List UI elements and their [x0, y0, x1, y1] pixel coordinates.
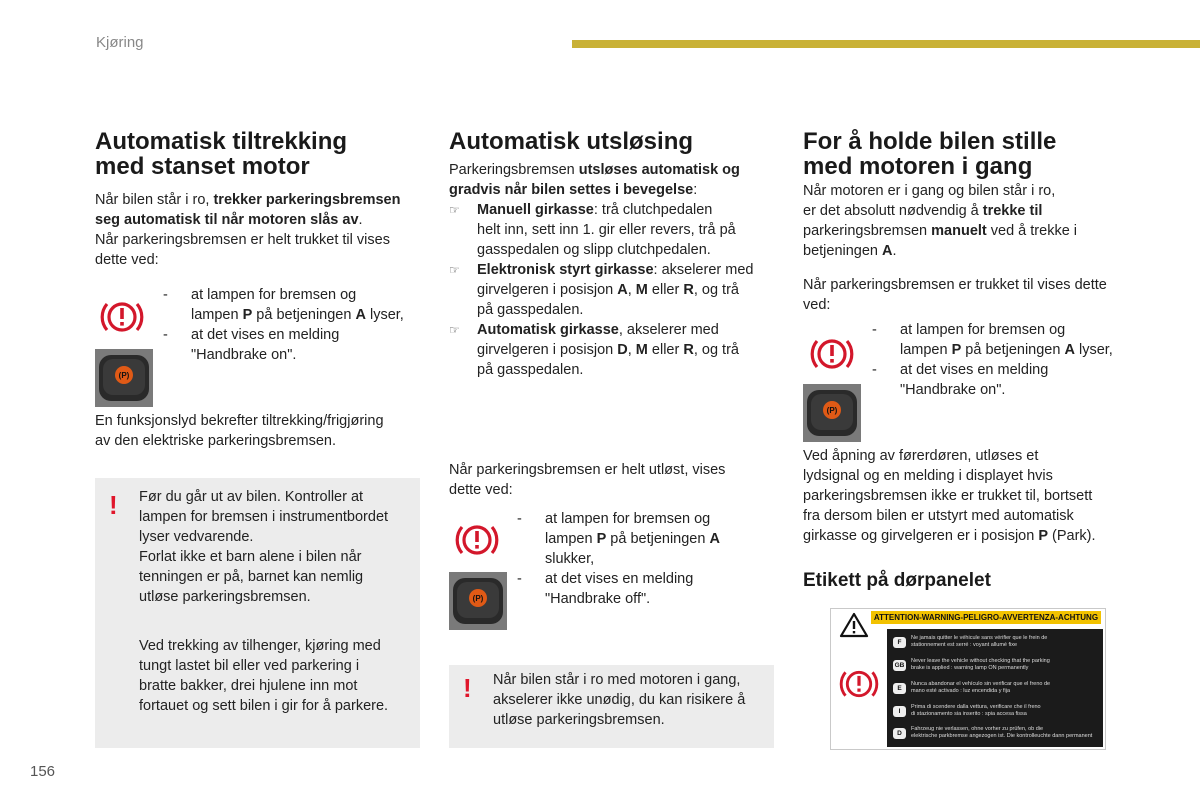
text: D	[617, 342, 628, 358]
svg-text:(P): (P)	[826, 406, 838, 415]
language-flag: E	[893, 683, 906, 694]
exclamation-icon: !	[463, 673, 472, 703]
dash: -	[872, 322, 877, 338]
text: tungt lastet bil eller ved parkering i	[139, 658, 360, 674]
text: helt inn, sett inn 1. gir eller revers, trå på	[477, 222, 736, 238]
language-flag: I	[893, 706, 906, 717]
dash: -	[872, 362, 877, 378]
text: .	[892, 243, 897, 259]
text: gasspedalen og slipp clutchpedalen.	[477, 242, 711, 258]
text: A	[1064, 342, 1075, 358]
title-line: med stanset motor	[95, 153, 310, 180]
text: girvelgeren i posisjon	[477, 342, 618, 358]
brake-warning-lamp-icon	[453, 520, 501, 560]
list-item	[449, 200, 784, 260]
text: Når parkeringsbremsen er helt utløst, vises	[449, 462, 726, 478]
text: Når parkeringsbremsen er trukket til vises dette	[803, 277, 1107, 293]
svg-text:(P): (P)	[472, 594, 484, 603]
text: at lampen for bremsen og	[191, 287, 357, 303]
text: , og trå	[693, 282, 739, 298]
text: at det vises en melding	[900, 362, 1049, 378]
list-item	[517, 569, 777, 609]
text: Parkeringsbremsen	[449, 162, 579, 178]
text: Når bilen står i ro,	[95, 192, 214, 208]
warning-note	[449, 665, 774, 748]
text: lyser,	[365, 307, 404, 323]
text: Når motoren er i gang og bilen står i ro,	[803, 183, 1056, 199]
text: Ne jamais quitter le véhicule sans vérifier que le frein de	[911, 635, 1048, 641]
text: utløse parkeringsbremsen.	[493, 712, 665, 728]
pointer-icon: ☞	[449, 203, 460, 217]
list-item	[872, 320, 1172, 360]
exclamation-icon: !	[109, 490, 118, 520]
text: at det vises en melding	[545, 571, 694, 587]
text: parkeringsbremsen ikke er trukket til, bortsett	[803, 488, 1093, 504]
dash: -	[517, 571, 522, 587]
text: eller	[647, 342, 684, 358]
text: på gasspedalen.	[477, 302, 584, 318]
text: , akselerer med	[618, 322, 719, 338]
text: Elektronisk styrt girkasse	[477, 262, 654, 278]
text: R	[683, 282, 694, 298]
list-item	[163, 325, 428, 365]
text: Når parkeringsbremsen er helt trukket til vises	[95, 232, 390, 248]
text: En funksjonslyd bekrefter tiltrekking/frigjøring	[95, 413, 384, 429]
list-item	[449, 260, 784, 320]
text: lyser,	[1074, 342, 1113, 358]
column-1-intro	[95, 190, 425, 270]
text: akselerer ikke unødig, du kan risikere å	[493, 692, 746, 708]
column-1-bullets	[163, 285, 428, 365]
list-item	[517, 509, 777, 569]
text: , og trå	[693, 342, 739, 358]
text: P	[242, 307, 253, 323]
column-3-bullets	[872, 320, 1172, 400]
text: på betjeningen	[606, 531, 710, 547]
text: Fahrzeug nie verlassen, ohne vorher zu prüfen, ob die	[911, 726, 1044, 732]
label-row	[911, 704, 1101, 718]
title-line: med motoren i gang	[803, 153, 1033, 180]
text: Før du går ut av bilen. Kontroller at	[139, 489, 364, 505]
text: Nunca abandonar el vehículo sin verificar que el freno de	[911, 681, 1051, 687]
dash: -	[163, 327, 168, 343]
text: P	[596, 531, 607, 547]
text: "Handbrake on".	[900, 382, 1006, 398]
text: fra dersom bilen er utstyrt med automatisk	[803, 508, 1074, 524]
text: lyser vedvarende.	[139, 529, 254, 545]
text: Forlat ikke et barn alene i bilen når	[139, 549, 362, 565]
label-text-panel	[887, 629, 1103, 747]
list-item	[449, 320, 784, 380]
list-item	[163, 285, 428, 325]
pointer-icon: ☞	[449, 323, 460, 337]
label-row	[911, 658, 1101, 672]
text: elektrische parkbremse angezogen ist. Die kontrolleuchte dann permanent	[911, 733, 1093, 739]
text: Prima di scendere dalla vettura, verificare che il freno	[911, 704, 1041, 710]
text: A	[882, 243, 893, 259]
brake-warning-lamp-icon	[837, 666, 881, 702]
text: "Handbrake on".	[191, 347, 297, 363]
text: girkasse og girvelgeren er i posisjon	[803, 528, 1039, 544]
text: på gasspedalen.	[477, 362, 584, 378]
column-2-paragraph	[449, 460, 784, 500]
pointer-icon: ☞	[449, 263, 460, 277]
text: Når bilen står i ro med motoren i gang,	[493, 672, 741, 688]
label-heading: ATTENTION-WARNING-PELIGRO-AVVERTENZA-ACHTUNG	[871, 611, 1101, 624]
text: manuelt	[931, 223, 987, 239]
text: at lampen for bremsen og	[900, 322, 1066, 338]
text: fortauet og sett bilen i gir for å parkere.	[139, 698, 389, 714]
gearbox-list	[449, 200, 784, 380]
text: lampen	[545, 531, 597, 547]
text: P	[1038, 528, 1049, 544]
column-3-paragraph-2	[803, 446, 1153, 546]
column-3-paragraph	[803, 275, 1153, 315]
text: Automatisk girkasse	[477, 322, 619, 338]
title-line: Automatisk utsløsing	[449, 128, 694, 155]
text: :	[693, 182, 698, 198]
text: at det vises en melding	[191, 327, 340, 343]
text: eller	[647, 282, 684, 298]
text: Never leave the vehicle without checking that the parking	[911, 658, 1050, 664]
text: M	[635, 282, 648, 298]
text: M	[635, 342, 648, 358]
column-2-title	[449, 129, 779, 154]
text: trekke til	[982, 203, 1043, 219]
text: mano esté activado : luz encendida y fija	[911, 688, 1011, 694]
text: seg automatisk til når motoren slås av	[95, 212, 359, 228]
text: "Handbrake off".	[545, 591, 651, 607]
section-label: Kjøring	[96, 34, 144, 51]
text: : akselerer med	[653, 262, 754, 278]
label-row	[911, 726, 1101, 740]
parking-brake-switch-icon	[803, 384, 861, 442]
column-2-intro	[449, 160, 779, 200]
title-line: For å holde bilen stille	[803, 128, 1057, 155]
text: A	[617, 282, 628, 298]
text: bratte bakker, drei hjulene inn mot	[139, 678, 358, 694]
column-1-title	[95, 129, 425, 179]
header-accent-bar	[572, 40, 1200, 48]
text: Manuell girkasse	[477, 202, 594, 218]
text: Ved åpning av førerdøren, utløses et	[803, 448, 1039, 464]
note-text	[139, 487, 415, 607]
dash: -	[163, 287, 168, 303]
text: utsløses automatisk og	[578, 162, 740, 178]
text: P	[951, 342, 962, 358]
text: utløse parkeringsbremsen.	[139, 589, 311, 605]
text: trekker parkeringsbremsen	[213, 192, 401, 208]
column-2-bullets	[517, 509, 777, 609]
note-text	[139, 636, 415, 716]
language-flag: D	[893, 728, 906, 739]
note-text	[493, 670, 769, 730]
text: er det absolutt nødvendig å	[803, 203, 983, 219]
text: på betjeningen	[252, 307, 356, 323]
text: ,	[627, 282, 636, 298]
dash: -	[517, 511, 522, 527]
text: dette ved:	[449, 482, 513, 498]
page-number: 156	[30, 763, 56, 780]
text: stationnement est serré : voyant allumé fixe	[911, 642, 1018, 648]
text: slukker,	[545, 551, 595, 567]
title-line: Automatisk tiltrekking	[95, 128, 348, 155]
text: R	[683, 342, 694, 358]
text: at lampen for bremsen og	[545, 511, 711, 527]
language-flag: F	[893, 637, 906, 648]
text: : trå clutchpedalen	[593, 202, 713, 218]
parking-brake-switch-icon	[95, 349, 153, 407]
text: girvelgeren i posisjon	[477, 282, 618, 298]
text: .	[358, 212, 363, 228]
brake-warning-lamp-icon	[808, 334, 856, 374]
text: dette ved:	[95, 252, 159, 268]
label-row	[911, 681, 1101, 695]
column-1-paragraph	[95, 411, 430, 451]
text: lampen	[191, 307, 243, 323]
text: brake is applied : warning lamp ON permanently	[911, 665, 1029, 671]
text: A	[355, 307, 366, 323]
text: lampen for bremsen i instrumentbordet	[139, 509, 389, 525]
text: av den elektriske parkeringsbremsen.	[95, 433, 336, 449]
language-flag: GB	[894, 662, 905, 669]
text: (Park).	[1048, 528, 1096, 544]
warning-triangle-icon	[839, 612, 869, 638]
subtitle: Etikett på dørpanelet	[803, 570, 991, 591]
text: gradvis når bilen settes i bevegelse	[449, 182, 694, 198]
column-3-intro	[803, 181, 1148, 261]
text: lydsignal og en melding i displayet hvis	[803, 468, 1053, 484]
column-3-title	[803, 129, 1143, 179]
warning-note	[95, 478, 420, 748]
label-row	[911, 635, 1101, 649]
text: tenningen er på, barnet kan nemlig	[139, 569, 364, 585]
text: på betjeningen	[961, 342, 1065, 358]
brake-warning-lamp-icon	[98, 297, 146, 337]
list-item	[872, 360, 1172, 400]
text: ,	[627, 342, 636, 358]
text: ved:	[803, 297, 831, 313]
column-3-subtitle	[803, 570, 1143, 592]
parking-brake-switch-icon	[449, 572, 507, 630]
door-panel-label	[830, 608, 1106, 750]
text: betjeningen	[803, 243, 883, 259]
svg-text:(P): (P)	[118, 371, 130, 380]
text: parkeringsbremsen	[803, 223, 932, 239]
text: di stazionamento sia inserito : spia accesa fissa	[911, 711, 1027, 717]
text: Ved trekking av tilhenger, kjøring med	[139, 638, 381, 654]
text: A	[709, 531, 720, 547]
text: lampen	[900, 342, 952, 358]
text: ved å trekke i	[986, 223, 1078, 239]
